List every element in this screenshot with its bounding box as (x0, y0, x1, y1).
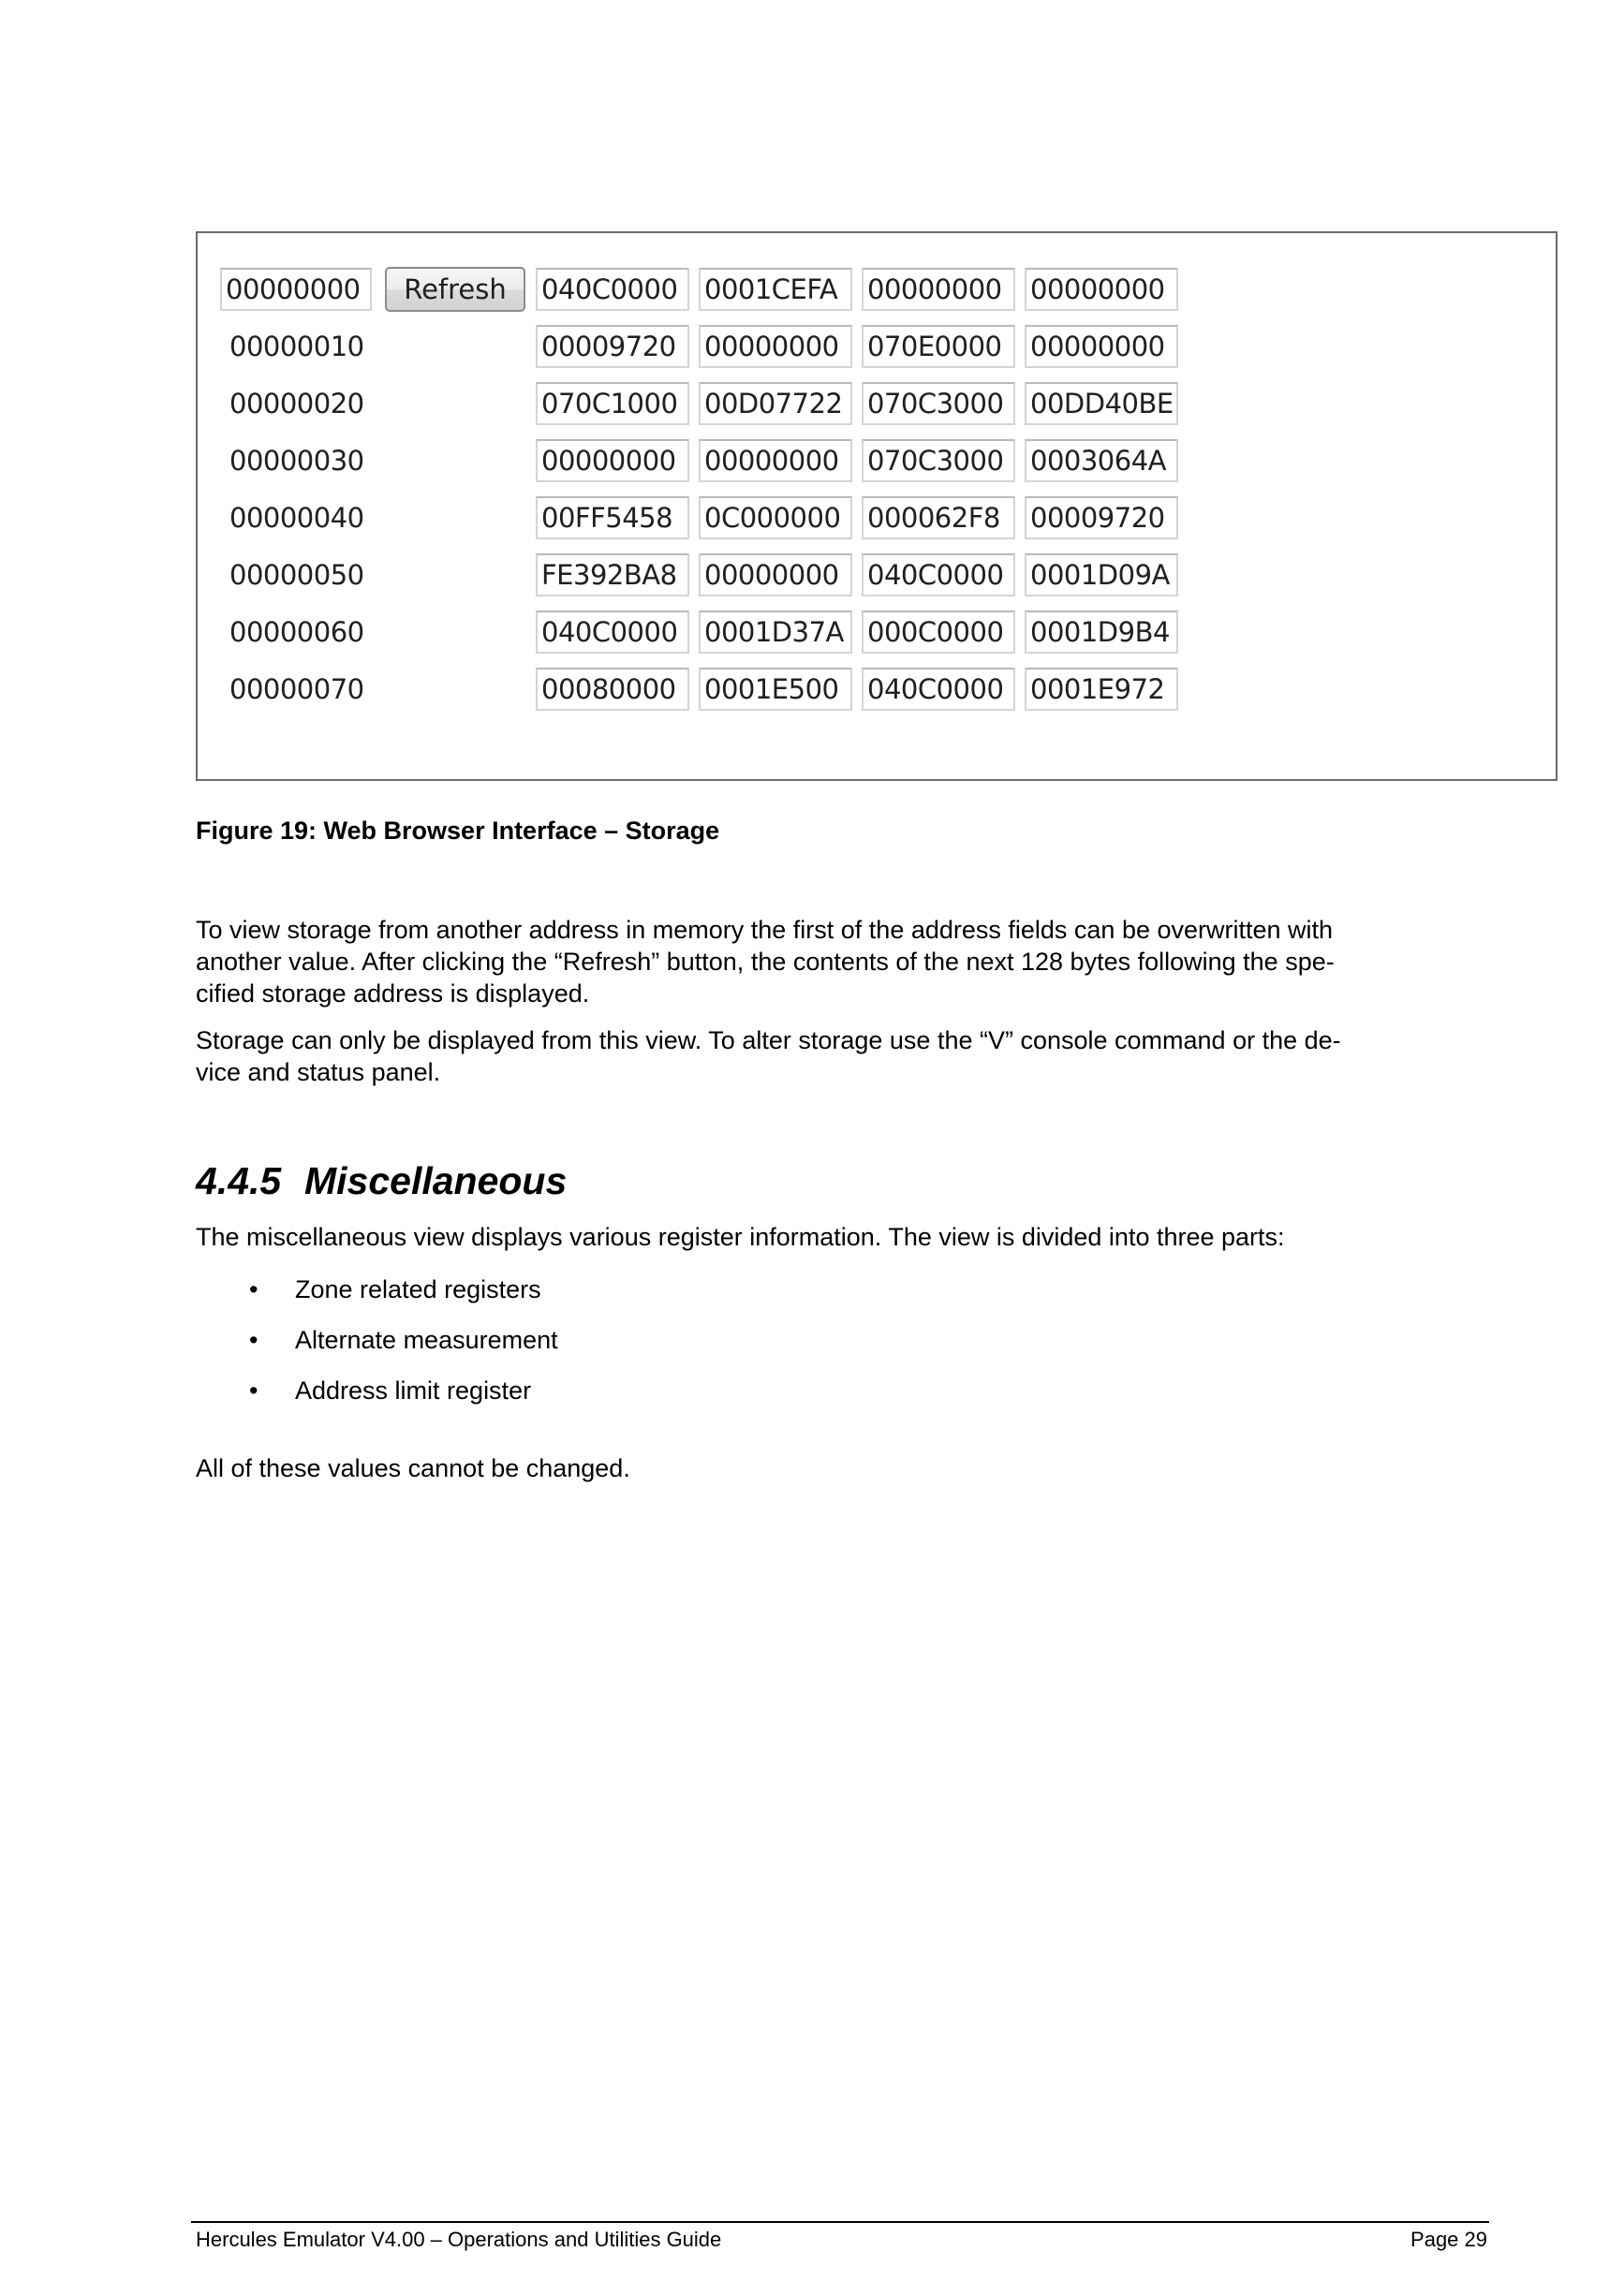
storage-row (198, 553, 1556, 598)
paragraph-line: cified storage address is displayed. (196, 979, 590, 1008)
paragraph-line: Storage can only be displayed from this view. To alter storage use the “V” console command or the de- (196, 1026, 1341, 1054)
storage-word-field[interactable] (536, 325, 689, 368)
storage-row (198, 496, 1556, 541)
paragraph-line: To view storage from another address in memory the first of the address fields can be overwritten with (196, 916, 1334, 944)
storage-row (198, 439, 1556, 484)
row-address-label: 00000020 (229, 388, 364, 419)
storage-word-field[interactable] (1025, 496, 1178, 539)
paragraph-line: All of these values cannot be changed. (196, 1454, 630, 1482)
storage-word-field[interactable] (536, 668, 689, 711)
storage-word-field[interactable] (1025, 611, 1178, 654)
row-address-label: 00000030 (229, 445, 364, 477)
storage-word-field[interactable] (536, 439, 689, 482)
storage-word-field[interactable] (1025, 553, 1178, 596)
bullet-icon: • (249, 1326, 258, 1354)
list-item-text: Alternate measurement (295, 1326, 558, 1354)
storage-word-field[interactable] (536, 382, 689, 425)
bullet-icon: • (249, 1376, 258, 1405)
storage-row (198, 611, 1556, 655)
storage-word-field[interactable] (1025, 268, 1178, 311)
storage-word-field[interactable] (699, 611, 852, 654)
storage-word-field[interactable] (536, 268, 689, 311)
misc-intro-paragraph (196, 1221, 1526, 1253)
storage-word-field[interactable] (536, 611, 689, 654)
storage-word-field[interactable] (862, 325, 1015, 368)
paragraph-line: The miscellaneous view displays various register information. The view is divided into three parts: (196, 1223, 1285, 1251)
storage-word-field[interactable] (1025, 382, 1178, 425)
storage-word-field[interactable] (699, 496, 852, 539)
storage-row (198, 382, 1556, 427)
storage-word-field[interactable] (536, 496, 689, 539)
footer-document-title: Hercules Emulator V4.00 – Operations and Utilities Guide (196, 2228, 722, 2251)
storage-word-field[interactable] (699, 382, 852, 425)
storage-word-field[interactable] (699, 439, 852, 482)
storage-word-field[interactable] (699, 325, 852, 368)
row-address-label: 00000070 (229, 673, 364, 705)
paragraph-line: vice and status panel. (196, 1058, 441, 1086)
list-item-text: Zone related registers (295, 1275, 541, 1303)
row-address-label: 00000060 (229, 616, 364, 648)
row-address-label: 00000050 (229, 559, 364, 591)
refresh-button[interactable]: Refresh (385, 267, 525, 312)
storage-row (198, 325, 1556, 370)
storage-word-field[interactable] (699, 553, 852, 596)
row-address-label: 00000010 (229, 331, 364, 362)
section-heading (196, 1159, 567, 1203)
bullet-icon: • (249, 1275, 258, 1303)
address-input[interactable] (220, 268, 372, 311)
storage-alter-paragraph (196, 1024, 1526, 1088)
storage-word-field[interactable] (862, 268, 1015, 311)
section-number: 4.4.5 (196, 1159, 282, 1202)
storage-word-field[interactable] (1025, 325, 1178, 368)
paragraph-line: another value. After clicking the “Refresh” button, the contents of the next 128 bytes following the spe- (196, 948, 1335, 976)
list-item-text: Address limit register (295, 1376, 532, 1405)
storage-word-field[interactable] (1025, 668, 1178, 711)
row-address-label: 00000040 (229, 502, 364, 534)
section-title: Miscellaneous (304, 1159, 568, 1202)
storage-figure (196, 231, 1558, 781)
storage-word-field[interactable] (862, 439, 1015, 482)
storage-word-field[interactable] (862, 553, 1015, 596)
storage-word-field[interactable] (699, 268, 852, 311)
storage-description-paragraph (196, 914, 1526, 1009)
storage-row (198, 668, 1556, 713)
storage-word-field[interactable] (862, 382, 1015, 425)
storage-word-field[interactable] (862, 611, 1015, 654)
figure-caption: Figure 19: Web Browser Interface – Storage (196, 817, 720, 845)
storage-word-field[interactable] (1025, 439, 1178, 482)
storage-word-field[interactable] (699, 668, 852, 711)
storage-word-field[interactable] (862, 668, 1015, 711)
footer-page-number: Page 29 (1410, 2228, 1487, 2251)
storage-word-field[interactable] (862, 496, 1015, 539)
storage-word-field[interactable] (536, 553, 689, 596)
storage-row (198, 268, 1556, 313)
footer-divider (191, 2221, 1489, 2223)
closing-paragraph (196, 1452, 1526, 1484)
